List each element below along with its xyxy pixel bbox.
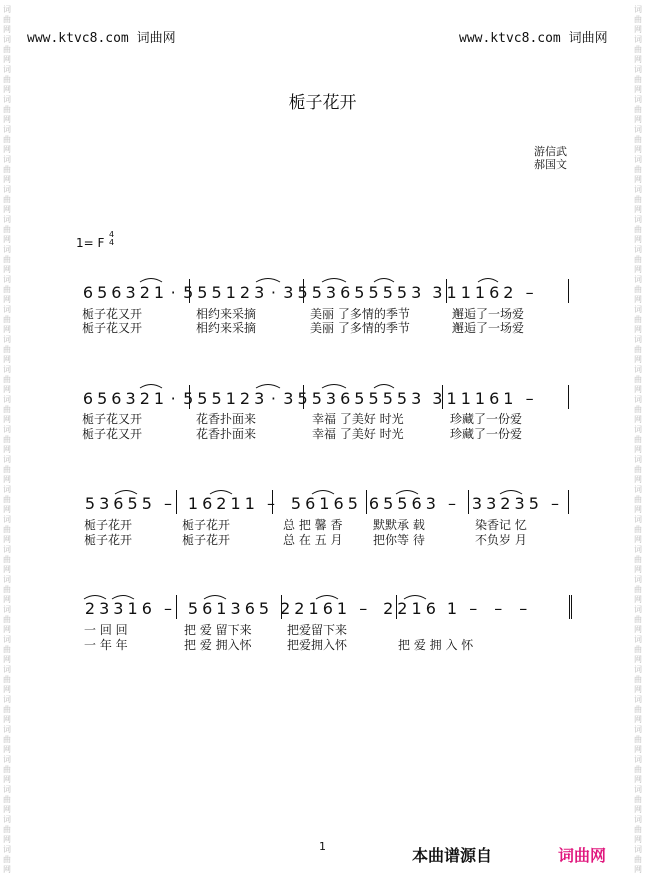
note: 5	[297, 389, 308, 408]
note: 1	[230, 494, 241, 513]
note: 6	[322, 599, 333, 618]
note: 6	[340, 283, 351, 302]
note: 3	[254, 283, 265, 302]
note: 5	[97, 283, 108, 302]
slur	[115, 491, 137, 495]
note: 1	[411, 599, 422, 618]
note: 5	[183, 283, 194, 302]
lyric-segment: 把爱留下来	[287, 623, 348, 637]
note: 1	[446, 599, 458, 618]
note: 3	[411, 389, 422, 408]
note: 2	[139, 283, 150, 302]
note: 5	[197, 283, 208, 302]
note: –	[448, 494, 456, 513]
note: 1	[187, 494, 199, 513]
note: 3	[471, 494, 483, 513]
lyric-segment: 把爱拥入怀	[287, 638, 348, 652]
slur	[396, 491, 418, 495]
note: 5	[197, 389, 208, 408]
lyric-segment: 把 爱 拥 入 怀	[398, 638, 474, 652]
note: 5	[297, 283, 308, 302]
lyricist: 游信武	[534, 145, 567, 158]
lyric-segment: 栀子花开	[84, 518, 133, 532]
note: 3	[283, 283, 294, 302]
lyric-segment: 栀子花开	[84, 533, 133, 547]
lyric-segment: 相约来采摘	[196, 321, 257, 335]
note: –	[525, 389, 534, 408]
lyric-segment: 总 在 五 月	[283, 533, 343, 547]
lyric-segment: 把你等 待	[373, 533, 425, 547]
slur	[478, 279, 498, 283]
note: 5	[354, 283, 365, 302]
note: –	[494, 599, 503, 618]
note: 1	[336, 599, 348, 618]
lyric-segment: 珍藏了一份爱	[450, 412, 523, 426]
note: 1	[216, 599, 227, 618]
note: 5	[311, 389, 322, 408]
note: 2	[84, 599, 96, 618]
composer: 郝国文	[534, 158, 567, 171]
note: 3	[325, 283, 337, 302]
side-watermark-left: 词 曲 网 词 曲 网 词 曲 网 词 曲 网 词 曲 网 词 曲 网 词 曲 网 词 曲 网 词 曲 网 词 曲 网 词 曲 网 词 曲 网 词 曲 网 词 曲 网 词 曲 网 词 曲 网 词 曲 网 词 曲 网 词 曲 网 词 曲 网 词 曲 网 词 曲 网 词 曲 网 词 曲 网 词 曲 网 词 曲 网 词 曲 网 词 曲 网 词 曲 网	[3, 5, 11, 874]
note: 3	[125, 389, 136, 408]
lyric-segment: 默默承 载	[373, 518, 425, 532]
lyric-segment: 邂逅了一场爱	[452, 307, 525, 321]
note: 5	[396, 389, 408, 408]
note: 2	[239, 283, 251, 302]
note: 6	[141, 599, 152, 618]
note: 6	[202, 494, 213, 513]
note: ·	[170, 283, 176, 302]
lyric-segment: 一 回 回	[84, 623, 128, 637]
note: –	[359, 599, 368, 618]
note: 5	[382, 283, 393, 302]
note: 5	[396, 283, 408, 302]
slur	[140, 385, 162, 389]
note: 5	[382, 389, 393, 408]
lyric-segment: 一 年 年	[84, 638, 128, 652]
note: 6	[244, 599, 255, 618]
note: 1	[460, 389, 471, 408]
site-header-left[interactable]: www.ktvc8.com 词曲网	[27, 31, 176, 46]
note: 6	[425, 599, 436, 618]
note: 3	[514, 494, 525, 513]
slur	[500, 491, 522, 495]
lyric-segment: 幸福 了美好 时光	[312, 427, 404, 441]
slur	[256, 279, 280, 283]
note: 2	[139, 389, 150, 408]
time-bottom: 4	[109, 238, 115, 247]
note: 6	[368, 494, 380, 513]
note: 5	[347, 494, 358, 513]
note: 6	[113, 494, 124, 513]
slur	[140, 279, 162, 283]
site-header-right[interactable]: www.ktvc8.com 词曲网	[459, 31, 608, 46]
note: 3	[230, 599, 241, 618]
note: 1	[446, 283, 457, 302]
note: –	[267, 494, 275, 513]
note: 1	[225, 389, 236, 408]
lyric-segment: 幸福 了美好 时光	[312, 412, 404, 426]
lyric-segment: 栀子花开	[182, 518, 231, 532]
note: 2	[503, 283, 514, 302]
note: 5	[290, 494, 302, 513]
note: 2	[294, 599, 305, 618]
note: –	[469, 599, 478, 618]
note: 3	[425, 494, 436, 513]
note: 6	[82, 389, 94, 408]
note: 1	[225, 283, 236, 302]
note: –	[164, 599, 172, 618]
song-title: 栀子花开	[288, 93, 357, 113]
note: 5	[368, 389, 379, 408]
note: 1	[244, 494, 255, 513]
note: 1	[153, 283, 165, 302]
slur	[210, 491, 232, 495]
slur	[316, 596, 338, 600]
note: –	[525, 283, 534, 302]
note: 3	[254, 389, 265, 408]
note: 2	[216, 494, 227, 513]
note: 2	[500, 494, 511, 513]
note: 2	[383, 599, 394, 618]
footer-source-label: 本曲谱源自	[412, 846, 493, 865]
slur	[204, 596, 226, 600]
note: 2	[239, 389, 251, 408]
note: 1	[319, 494, 330, 513]
lyric-segment: 栀子花又开	[82, 427, 143, 441]
note: 3	[486, 494, 497, 513]
lyric-segment: 花香扑面来	[196, 427, 257, 441]
note: 5	[97, 389, 108, 408]
slur	[404, 596, 426, 600]
note: 5	[211, 389, 222, 408]
note: 3	[99, 494, 110, 513]
lyric-segment: 美丽 了多情的季节	[310, 307, 410, 321]
note: 6	[82, 283, 94, 302]
note: 6	[489, 283, 500, 302]
slur	[84, 596, 106, 600]
note: 5	[211, 283, 222, 302]
lyric-segment: 把 爱 留下来	[184, 623, 252, 637]
lyric-segment: 栀子花又开	[82, 412, 143, 426]
note: 1	[474, 283, 486, 302]
note: 3	[432, 283, 443, 302]
note: ·	[170, 389, 176, 408]
lyric-segment: 总 把 馨 香	[283, 518, 343, 532]
note: 6	[333, 494, 344, 513]
note: 5	[258, 599, 270, 618]
note: 5	[84, 494, 96, 513]
note: 2	[280, 599, 291, 618]
note: –	[164, 494, 172, 513]
lyric-segment: 相约来采摘	[196, 307, 257, 321]
note: ·	[270, 389, 276, 408]
note: 1	[153, 389, 165, 408]
note: 1	[446, 389, 457, 408]
slur	[322, 279, 346, 283]
slur	[312, 491, 334, 495]
note: 6	[340, 389, 351, 408]
slur	[112, 596, 134, 600]
note: –	[551, 494, 559, 513]
page-number: 1	[319, 840, 326, 853]
slur	[322, 385, 346, 389]
note: 3	[99, 599, 110, 618]
note: 6	[111, 389, 122, 408]
note: 3	[325, 389, 337, 408]
key-signature: 1= F	[76, 236, 105, 250]
note: 6	[489, 389, 500, 408]
note: –	[519, 599, 528, 618]
note: 6	[305, 494, 316, 513]
lyric-segment: 美丽 了多情的季节	[310, 321, 410, 335]
lyric-segment: 把 爱 拥入怀	[184, 638, 252, 652]
note: 6	[111, 283, 122, 302]
note: 1	[474, 389, 486, 408]
lyric-segment: 珍藏了一份爱	[450, 427, 523, 441]
note: 3	[432, 389, 443, 408]
note: 1	[308, 599, 319, 618]
note: 5	[397, 494, 408, 513]
note: 1	[460, 283, 471, 302]
note: 3	[283, 389, 294, 408]
note: 5	[383, 494, 394, 513]
lyric-segment: 花香扑面来	[196, 412, 257, 426]
note: 5	[127, 494, 138, 513]
note: 5	[528, 494, 539, 513]
slur	[256, 385, 280, 389]
note: ·	[270, 283, 276, 302]
note: 5	[183, 389, 194, 408]
slur	[374, 279, 394, 283]
slur	[374, 385, 394, 389]
lyric-segment: 栀子花又开	[82, 307, 143, 321]
note: 3	[113, 599, 124, 618]
note: 5	[141, 494, 152, 513]
lyric-segment: 染香记 忆	[475, 518, 527, 532]
lyric-segment: 栀子花开	[182, 533, 231, 547]
note: 6	[411, 494, 422, 513]
note: 5	[368, 283, 379, 302]
note: 6	[202, 599, 213, 618]
side-watermark-right: 词 曲 网 词 曲 网 词 曲 网 词 曲 网 词 曲 网 词 曲 网 词 曲 网 词 曲 网 词 曲 网 词 曲 网 词 曲 网 词 曲 网 词 曲 网 词 曲 网 词 曲 网 词 曲 网 词 曲 网 词 曲 网 词 曲 网 词 曲 网 词 曲 网 词 曲 网 词 曲 网 词 曲 网 词 曲 网 词 曲 网 词 曲 网 词 曲 网 词 曲 网	[634, 5, 642, 874]
footer-brand-logo[interactable]: 词曲网	[558, 846, 607, 865]
note: 1	[503, 389, 514, 408]
note: 5	[187, 599, 199, 618]
note: 3	[125, 283, 136, 302]
note: 5	[354, 389, 365, 408]
lyric-segment: 栀子花又开	[82, 321, 143, 335]
note: 5	[311, 283, 322, 302]
note: 3	[411, 283, 422, 302]
note: 1	[127, 599, 138, 618]
note: 2	[397, 599, 408, 618]
lyric-segment: 邂逅了一场爱	[452, 321, 525, 335]
time-top: 4	[109, 230, 115, 239]
lyric-segment: 不负岁 月	[475, 533, 527, 547]
